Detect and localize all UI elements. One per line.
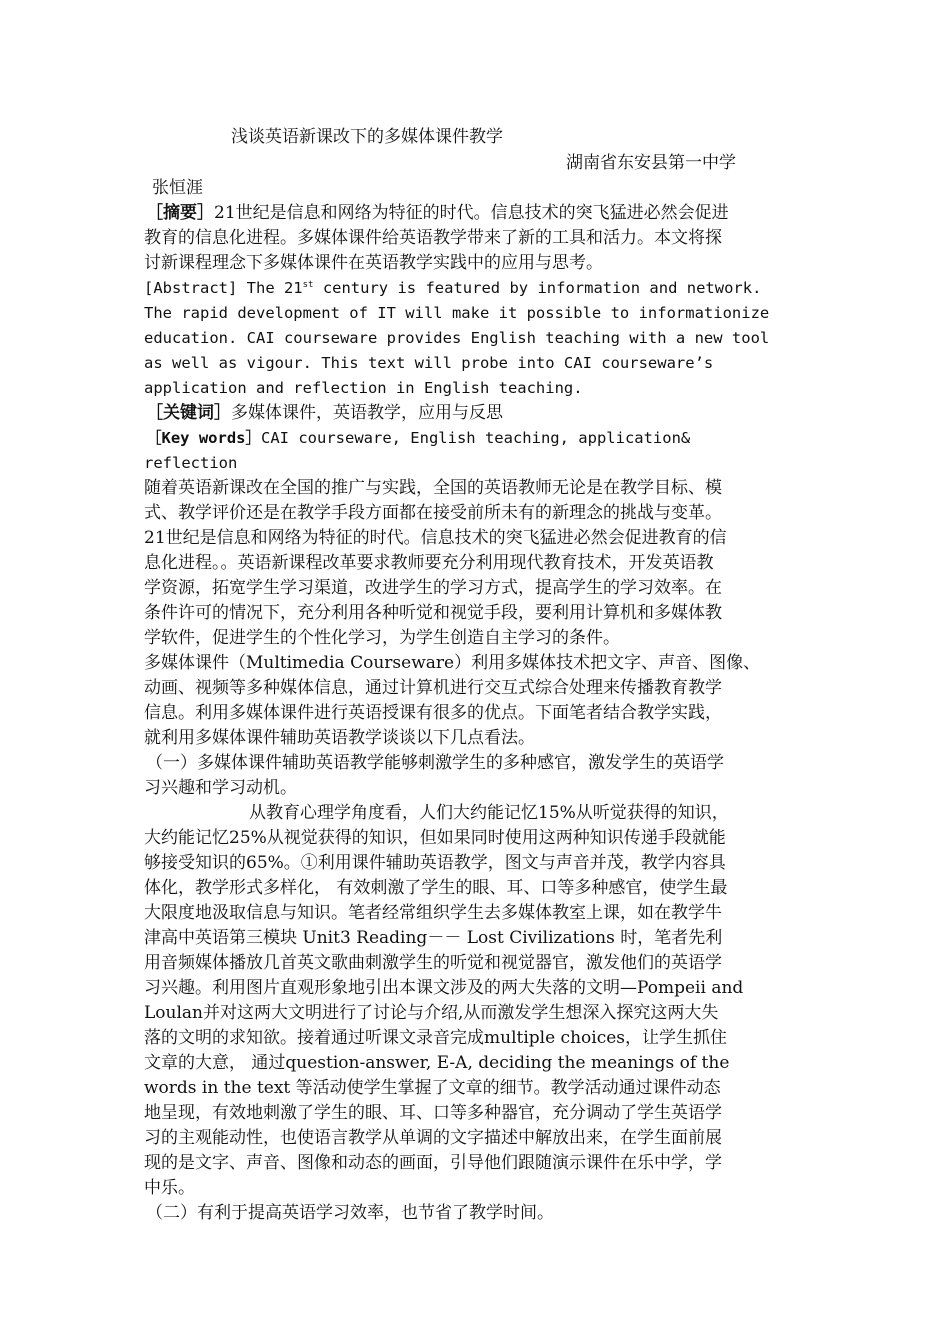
keywords-cn-label: ［关键词］: [146, 403, 231, 423]
body-line: 习的主观能动性，也使语言教学从单调的文字描述中解放出来，在学生面前展: [144, 1128, 722, 1148]
body-line: 体化，教学形式多样化， 有效刺激了学生的眼、耳、口等多种感官，使学生最: [144, 878, 728, 898]
abstract-en-line-5: application and reflection in English teaching.: [144, 379, 583, 397]
keywords-en: ［Key words］CAI courseware, English teaching, application&: [146, 429, 691, 447]
section-heading-1: （一）多媒体课件辅助英语教学能够刺激学生的多种感官，激发学生的英语学: [146, 753, 724, 773]
body-line: 21世纪是信息和网络为特征的时代。信息技术的突飞猛进必然会促进教育的信: [144, 528, 727, 548]
abstract-cn-line-1: ［摘要］21世纪是信息和网络为特征的时代。信息技术的突飞猛进必然会促进: [146, 203, 729, 223]
school-name: 湖南省东安县第一中学: [566, 153, 736, 173]
abstract-cn-line-2: 教育的信息化进程。多媒体课件给英语教学带来了新的工具和活力。本文将探: [144, 228, 722, 248]
body-line: 动画、视频等多种媒体信息，通过计算机进行交互式综合处理来传播教育教学: [144, 678, 722, 698]
abstract-cn-label: ［摘要］: [146, 203, 214, 223]
body-line: 学资源，拓宽学生学习渠道，改进学生的学习方式，提高学生的学习效率。在: [144, 578, 722, 598]
body-line: 津高中英语第三模块 Unit3 Reading－－ Lost Civilizations 时，笔者先利: [144, 928, 723, 948]
keywords-cn: ［关键词］多媒体课件，英语教学，应用与反思: [146, 403, 503, 423]
body-line: 地呈现，有效地刺激了学生的眼、耳、口等多种器官，充分调动了学生英语学: [144, 1103, 722, 1123]
abstract-en-line-2: The rapid development of IT will make it possible to informationize: [144, 304, 770, 322]
body-line: 够接受知识的65%。①利用课件辅助英语教学，图文与声音并茂，教学内容具: [144, 853, 726, 873]
body-line: 就利用多媒体课件辅助英语教学谈谈以下几点看法。: [144, 728, 535, 748]
author-name: 张恒涯: [152, 178, 203, 198]
abstract-en-line-4: as well as vigour. This text will probe into CAI courseware’s: [144, 354, 714, 372]
body-line: 信息。利用多媒体课件进行英语授课有很多的优点。下面笔者结合教学实践，: [144, 703, 722, 723]
body-line: 从教育心理学角度看，人们大约能记忆15%从听觉获得的知识，: [249, 803, 729, 823]
keywords-en-label: ［Key words］: [146, 429, 261, 447]
body-line: 中乐。: [144, 1178, 195, 1198]
body-line: 式、教学评价还是在教学手段方面都在接受前所未有的新理念的挑战与变革。: [144, 503, 722, 523]
section-heading-1-cont: 习兴趣和学习动机。: [144, 778, 297, 798]
body-line: 多媒体课件（Multimedia Courseware）利用多媒体技术把文字、声音、图像、: [144, 653, 761, 673]
body-line: 大限度地汲取信息与知识。笔者经常组织学生去多媒体教室上课，如在教学牛: [144, 903, 722, 923]
body-line: 文章的大意， 通过question-answer, E-A, deciding the meanings of the: [144, 1053, 730, 1073]
body-line: 大约能记忆25%从视觉获得的知识，但如果同时使用这两种知识传递手段就能: [144, 828, 726, 848]
body-line: 随着英语新课改在全国的推广与实践，全国的英语教师无论是在教学目标、模: [144, 478, 722, 498]
abstract-en-line-3: education. CAI courseware provides English teaching with a new tool: [144, 329, 770, 347]
body-line: 落的文明的求知欲。接着通过听课文录音完成multiple choices，让学生抓住: [144, 1028, 728, 1048]
body-line: 习兴趣。利用图片直观形象地引出本课文涉及的两大失落的文明—Pompeii and: [144, 978, 744, 998]
body-line: 息化进程。。英语新课程改革要求教师要充分利用现代教育技术，开发英语教: [144, 553, 714, 573]
abstract-cn-line-3: 讨新课程理念下多媒体课件在英语教学实践中的应用与思考。: [144, 253, 603, 273]
body-line: 条件许可的情况下，充分利用各种听觉和视觉手段，要利用计算机和多媒体教: [144, 603, 722, 623]
body-line: words in the text 等活动使学生掌握了文章的细节。教学活动通过课件动态: [144, 1078, 721, 1098]
keywords-en-cont: reflection: [144, 454, 238, 472]
body-line: 学软件，促进学生的个性化学习，为学生创造自主学习的条件。: [144, 628, 620, 648]
body-line: 用音频媒体播放几首英文歌曲刺激学生的听觉和视觉器官，激发他们的英语学: [144, 953, 722, 973]
body-line: 现的是文字、声音、图像和动态的画面，引导他们跟随演示课件在乐中学，学: [144, 1153, 722, 1173]
abstract-en-line-1: [Abstract] The 21st century is featured by information and network.: [144, 279, 762, 297]
body-line: Loulan并对这两大文明进行了讨论与介绍,从而激发学生想深入探究这两大失: [144, 1003, 719, 1023]
document-title: 浅谈英语新课改下的多媒体课件教学: [231, 127, 503, 147]
section-heading-2: （二）有利于提高英语学习效率，也节省了教学时间。: [146, 1203, 554, 1223]
